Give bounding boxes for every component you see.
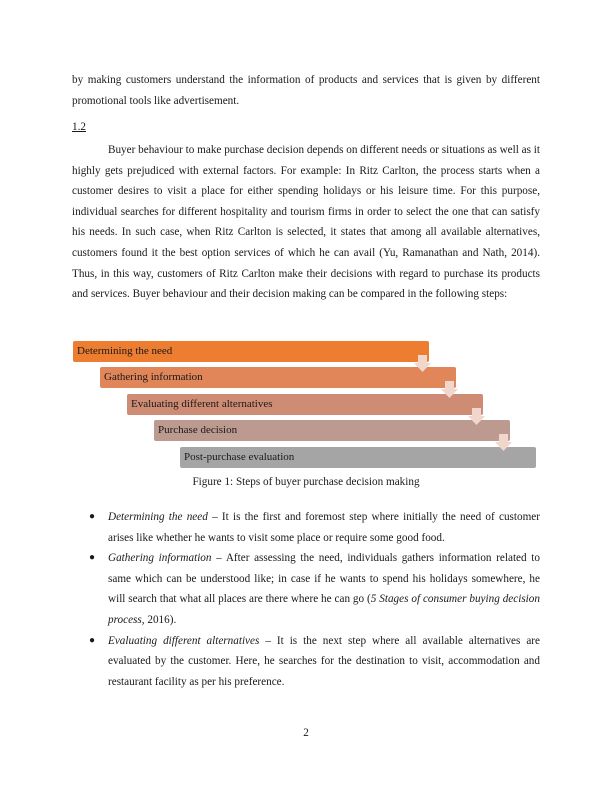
citation-title: 5 Stages of consumer buying decision process,: [108, 593, 540, 626]
steps-bullet-list: [72, 507, 540, 692]
body-paragraph: Buyer behaviour to make purchase decision depends on different needs or situations as well as it highly gets prejudiced with external factors. For example: In Ritz Carlton, the process starts when a customer desires to visit a place for either spending holidays or his leisure time. For this purpose, individual searches for different hospitality and tourism firms in order to select the one that can satisfy his needs. In such case, when Ritz Carlton is selected, it states that among all available alternatives, customers found it the best option services of which he can avail (Yu, Ramanathan and Nath, 2014). Thus, in this way, customers of Ritz Carlton make their decisions with regard to purchase its products and services. Buyer behaviour and their decision making can be compared in the following steps:: [72, 144, 540, 301]
figure-caption: Figure 1: Steps of buyer purchase decision making: [192, 476, 420, 488]
bullet-term: Gathering information: [108, 552, 212, 565]
list-item: [72, 548, 540, 630]
bullet-icon: ●: [89, 552, 96, 564]
bullet-term: Evaluating different alternatives: [108, 634, 260, 647]
step-determining-the-need: Determining the need: [73, 341, 429, 362]
list-item: [72, 631, 540, 693]
list-item: [72, 507, 540, 548]
bullet-text: – It is the next step where all available alternatives are evaluated by the customer. Here, he searches for the destination to visit, accommodation and restaurant facility as per his preference.: [108, 634, 540, 688]
down-arrow-icon: [495, 434, 513, 452]
bullet-text: – It is the first and foremost step where initially the need of customer arises like whether he wants to visit some place or require some good food.: [108, 511, 540, 544]
down-arrow-icon: [441, 381, 459, 399]
bullet-text: – After assessing the need, individuals gathers information related to same which can be understood like; in case if he wants to spend his holidays somewhere, he will search that what all places are there where he can go (: [108, 552, 540, 606]
step-evaluating-alternatives: Evaluating different alternatives: [127, 394, 483, 415]
step-post-purchase-evaluation: Post-purchase evaluation: [180, 447, 536, 468]
page-number: 2: [303, 727, 309, 739]
bullet-icon: ●: [89, 511, 96, 522]
section-number: 1.2: [72, 121, 86, 133]
citation-year: 2016).: [144, 613, 177, 626]
bullet-icon: ●: [89, 634, 96, 646]
down-arrow-icon: [468, 408, 486, 426]
down-arrow-icon: [414, 355, 432, 373]
bullet-term: Determining the need: [108, 511, 208, 523]
step-purchase-decision: Purchase decision: [154, 420, 510, 441]
step-gathering-information: Gathering information: [100, 367, 456, 388]
intro-paragraph: by making customers understand the information of products and services that is given by different promotional tools like advertisement.: [72, 74, 540, 107]
